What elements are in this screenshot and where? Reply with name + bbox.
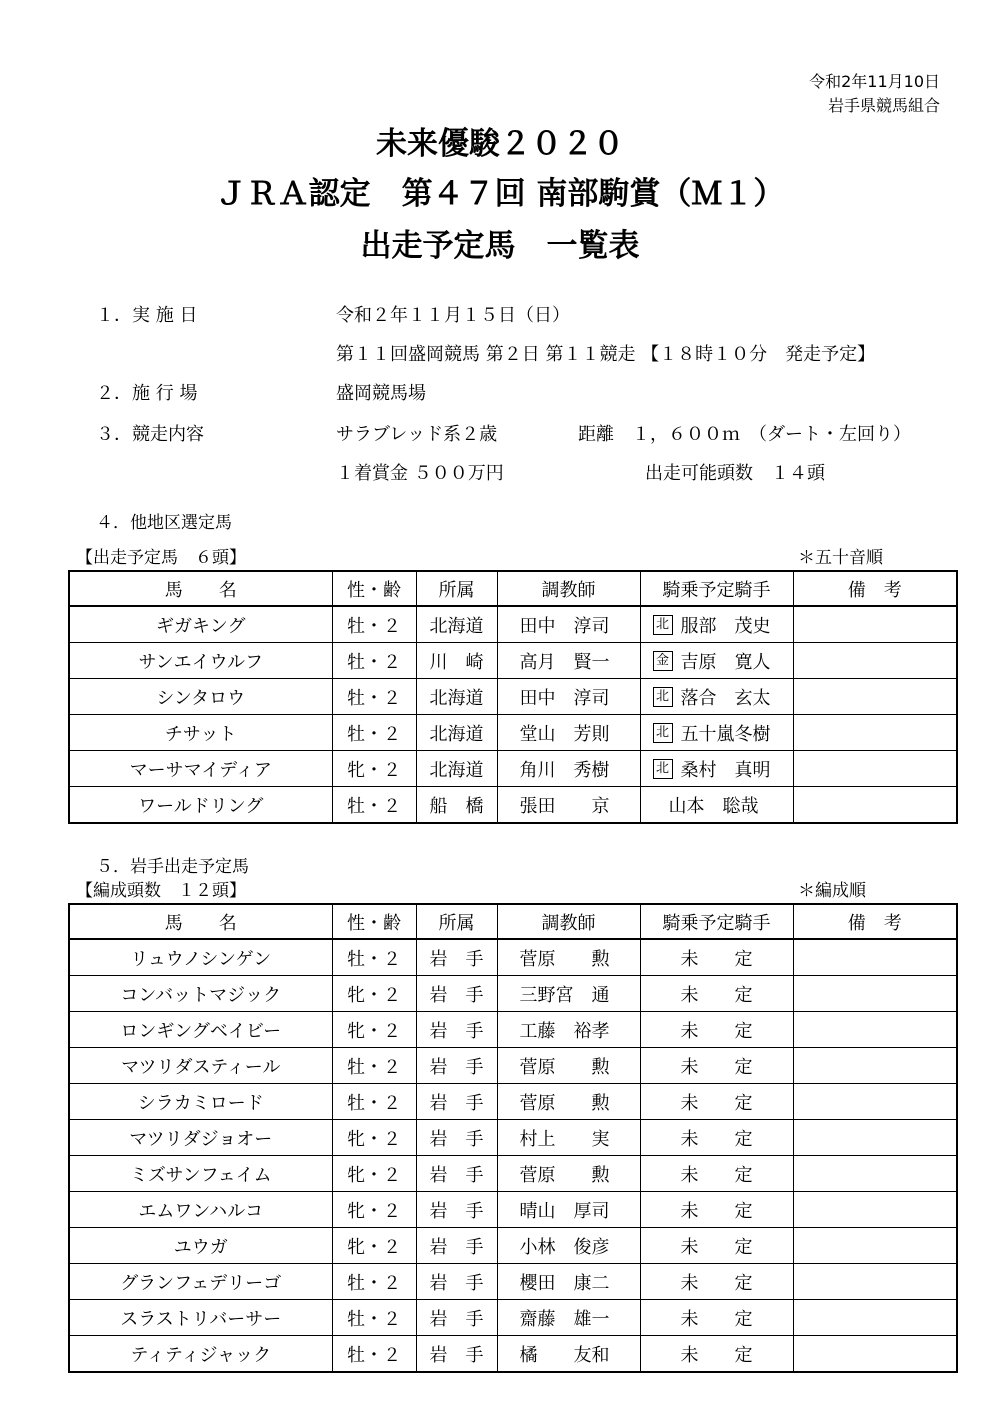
affiliation: 北海道 [416, 751, 497, 787]
table-row [69, 1336, 957, 1373]
table-header-row [69, 571, 957, 606]
jockey-wrap [653, 612, 771, 638]
info-item3-distance: 距離 １，６００ｍ （ダート・左回り） [578, 424, 911, 445]
jockey-cell [640, 1264, 793, 1300]
affiliation: 岩 手 [416, 1048, 497, 1084]
jockey-wrap [653, 756, 771, 782]
table-row [69, 1012, 957, 1048]
header-remarks: 備 考 [793, 571, 957, 606]
sex-age: 牡・２ [332, 1300, 416, 1336]
remarks [793, 976, 957, 1012]
remarks [793, 643, 957, 679]
trainer: 田中 淳司 [497, 679, 640, 715]
sex-age: 牡・２ [332, 1048, 416, 1084]
horse-name: リュウノシンゲン [69, 939, 332, 976]
region-mark: 北 [653, 723, 673, 743]
affiliation: 北海道 [416, 715, 497, 751]
table-row [69, 939, 957, 976]
sex-age: 牝・２ [332, 1192, 416, 1228]
section4-subtitle: 【出走予定馬 ６頭】 [76, 548, 246, 568]
trainer: 櫻田 康二 [497, 1264, 640, 1300]
table-row [69, 1156, 957, 1192]
title-line-2: ＪＲＡ認定 第４７回 南部駒賞（Ｍ１） [215, 176, 785, 212]
info-item3-breed: サラブレッド系２歳 [336, 424, 498, 445]
sex-age: 牝・２ [332, 1156, 416, 1192]
affiliation: 岩 手 [416, 939, 497, 976]
jockey-name: 落合 玄太 [680, 687, 771, 709]
info-item1-label: １．実 施 日 [96, 305, 198, 326]
section5-title: ５．岩手出走予定馬 [96, 857, 249, 877]
remarks [793, 1156, 957, 1192]
jockey-name: 吉原 寛人 [680, 651, 771, 673]
sex-age: 牡・２ [332, 679, 416, 715]
region-mark: 北 [653, 687, 673, 707]
header-affiliation: 所属 [416, 904, 497, 939]
jockey-cell [640, 1228, 793, 1264]
remarks [793, 606, 957, 643]
section4-title: ４．他地区選定馬 [96, 513, 232, 533]
trainer: 三野宮 通 [497, 976, 640, 1012]
affiliation: 岩 手 [416, 1012, 497, 1048]
trainer: 堂山 芳則 [497, 715, 640, 751]
info-item1-value2: 第１１回盛岡競馬 第２日 第１１競走 【１８時１０分 発走予定】 [336, 344, 876, 365]
jockey-cell [640, 1012, 793, 1048]
table-row [69, 751, 957, 787]
trainer: 村上 実 [497, 1120, 640, 1156]
jockey-name: 未 定 [680, 1272, 753, 1294]
jockey-cell [640, 1192, 793, 1228]
sex-age: 牝・２ [332, 976, 416, 1012]
table-row [69, 679, 957, 715]
table-header-row [69, 904, 957, 939]
jockey-wrap [669, 792, 759, 818]
header-jockey: 騎乗予定騎手 [640, 904, 793, 939]
jockey-name: 山本 聡哉 [668, 795, 759, 817]
trainer: 高月 賢一 [497, 643, 640, 679]
affiliation: 岩 手 [416, 1336, 497, 1373]
horse-name: チサット [69, 715, 332, 751]
info-item3-label: ３．競走内容 [96, 424, 204, 445]
trainer: 菅原 勲 [497, 1156, 640, 1192]
sex-age: 牡・２ [332, 787, 416, 824]
trainer: 角川 秀樹 [497, 751, 640, 787]
table-row [69, 643, 957, 679]
remarks [793, 1264, 957, 1300]
jockey-name: 五十嵐冬樹 [680, 723, 771, 745]
remarks [793, 715, 957, 751]
trainer: 張田 京 [497, 787, 640, 824]
affiliation: 岩 手 [416, 1300, 497, 1336]
horse-name: コンバットマジック [69, 976, 332, 1012]
header-trainer: 調教師 [497, 571, 640, 606]
trainer: 小林 俊彦 [497, 1228, 640, 1264]
remarks [793, 1192, 957, 1228]
affiliation: 岩 手 [416, 1192, 497, 1228]
affiliation: 岩 手 [416, 1084, 497, 1120]
sex-age: 牝・２ [332, 1228, 416, 1264]
table-row [69, 1192, 957, 1228]
jockey-name: 未 定 [680, 1020, 753, 1042]
sex-age: 牡・２ [332, 606, 416, 643]
trainer: 菅原 勲 [497, 939, 640, 976]
jockey-cell [640, 1048, 793, 1084]
jockey-name: 服部 茂史 [680, 615, 771, 637]
sex-age: 牡・２ [332, 1084, 416, 1120]
jockey-name: 未 定 [680, 1128, 753, 1150]
jockey-name: 未 定 [680, 1200, 753, 1222]
jockey-cell [640, 1336, 793, 1373]
affiliation: 船 橋 [416, 787, 497, 824]
region-mark: 金 [653, 651, 673, 671]
title-line-3: 出走予定馬 一覧表 [360, 228, 640, 264]
header-horse-name: 馬 名 [69, 904, 332, 939]
jockey-wrap [653, 720, 771, 746]
jockey-cell [640, 787, 793, 824]
info-item1-value: 令和２年１１月１５日（日） [336, 305, 570, 326]
issue-date: 令和2年11月10日 [809, 72, 940, 91]
horse-name: マツリダジョオー [69, 1120, 332, 1156]
header-horse-name: 馬 名 [69, 571, 332, 606]
affiliation: 岩 手 [416, 976, 497, 1012]
remarks [793, 1084, 957, 1120]
horse-name: サンエイウルフ [69, 643, 332, 679]
affiliation: 川 崎 [416, 643, 497, 679]
jockey-cell [640, 1084, 793, 1120]
sex-age: 牡・２ [332, 1336, 416, 1373]
section5-subtitle: 【編成頭数 １２頭】 [76, 881, 246, 901]
header-jockey: 騎乗予定騎手 [640, 571, 793, 606]
remarks [793, 1228, 957, 1264]
sex-age: 牡・２ [332, 939, 416, 976]
jockey-cell [640, 715, 793, 751]
sex-age: 牡・２ [332, 1264, 416, 1300]
jockey-name: 未 定 [680, 1092, 753, 1114]
table-row [69, 787, 957, 824]
table-row [69, 1300, 957, 1336]
jockey-cell [640, 1300, 793, 1336]
table-row [69, 606, 957, 643]
region-mark: 北 [653, 615, 673, 635]
jockey-wrap [653, 648, 771, 674]
jockey-cell [640, 939, 793, 976]
jockey-name: 未 定 [680, 984, 753, 1006]
table-row [69, 1264, 957, 1300]
info-item3-prize: １着賞金 ５００万円 [336, 463, 504, 484]
trainer: 橘 友和 [497, 1336, 640, 1373]
jockey-cell [640, 643, 793, 679]
horse-name: シラカミロード [69, 1084, 332, 1120]
remarks [793, 751, 957, 787]
jockey-cell [640, 751, 793, 787]
iwate-horses-table [68, 903, 958, 1373]
region-mark: 北 [653, 759, 673, 779]
trainer: 工藤 裕孝 [497, 1012, 640, 1048]
remarks [793, 1120, 957, 1156]
title-line-1: 未来優駿２０２０ [376, 126, 624, 162]
horse-name: ティティジャック [69, 1336, 332, 1373]
horse-name: マーサマイディア [69, 751, 332, 787]
jockey-cell [640, 679, 793, 715]
table-row [69, 1120, 957, 1156]
remarks [793, 939, 957, 976]
affiliation: 北海道 [416, 606, 497, 643]
horse-name: シンタロウ [69, 679, 332, 715]
issuing-organization: 岩手県競馬組合 [827, 96, 940, 115]
horse-name: グランフェデリーゴ [69, 1264, 332, 1300]
jockey-name: 未 定 [680, 1164, 753, 1186]
remarks [793, 787, 957, 824]
table-row [69, 715, 957, 751]
jockey-name: 未 定 [680, 1308, 753, 1330]
jockey-name: 未 定 [680, 1056, 753, 1078]
header-affiliation: 所属 [416, 571, 497, 606]
table-row [69, 976, 957, 1012]
sex-age: 牝・２ [332, 751, 416, 787]
jockey-name: 桑村 真明 [680, 759, 771, 781]
horse-name: ワールドリング [69, 787, 332, 824]
trainer: 菅原 勲 [497, 1084, 640, 1120]
remarks [793, 1336, 957, 1373]
table-row [69, 1084, 957, 1120]
jockey-cell [640, 976, 793, 1012]
horse-name: ユウガ [69, 1228, 332, 1264]
header-sex-age: 性・齢 [332, 571, 416, 606]
horse-name: ギガキング [69, 606, 332, 643]
jockey-wrap [653, 684, 771, 710]
horse-name: ロンギングベイビー [69, 1012, 332, 1048]
jockey-name: 未 定 [680, 1236, 753, 1258]
jockey-cell [640, 1156, 793, 1192]
jockey-name: 未 定 [680, 948, 753, 970]
remarks [793, 1048, 957, 1084]
trainer: 田中 淳司 [497, 606, 640, 643]
other-region-horses-table [68, 570, 958, 824]
section4-order-note: ＊五十音順 [798, 548, 883, 568]
jockey-cell [640, 1120, 793, 1156]
header-sex-age: 性・齢 [332, 904, 416, 939]
header-remarks: 備 考 [793, 904, 957, 939]
sex-age: 牡・２ [332, 643, 416, 679]
affiliation: 岩 手 [416, 1156, 497, 1192]
affiliation: 岩 手 [416, 1120, 497, 1156]
section5-order-note: ＊編成順 [798, 881, 866, 901]
jockey-name: 未 定 [680, 1344, 753, 1366]
trainer: 齋藤 雄一 [497, 1300, 640, 1336]
remarks [793, 679, 957, 715]
table-row [69, 1228, 957, 1264]
header-trainer: 調教師 [497, 904, 640, 939]
info-item2-value: 盛岡競馬場 [336, 383, 426, 404]
affiliation: 北海道 [416, 679, 497, 715]
trainer: 晴山 厚司 [497, 1192, 640, 1228]
remarks [793, 1012, 957, 1048]
sex-age: 牡・２ [332, 715, 416, 751]
horse-name: ミズサンフェイム [69, 1156, 332, 1192]
horse-name: スラストリバーサー [69, 1300, 332, 1336]
horse-name: マツリダスティール [69, 1048, 332, 1084]
trainer: 菅原 勲 [497, 1048, 640, 1084]
affiliation: 岩 手 [416, 1264, 497, 1300]
info-item3-capacity: 出走可能頭数 １４頭 [645, 463, 825, 484]
table-row [69, 1048, 957, 1084]
remarks [793, 1300, 957, 1336]
sex-age: 牝・２ [332, 1120, 416, 1156]
horse-name: エムワンハルコ [69, 1192, 332, 1228]
info-item2-label: ２．施 行 場 [96, 383, 198, 404]
jockey-cell [640, 606, 793, 643]
sex-age: 牝・２ [332, 1012, 416, 1048]
affiliation: 岩 手 [416, 1228, 497, 1264]
